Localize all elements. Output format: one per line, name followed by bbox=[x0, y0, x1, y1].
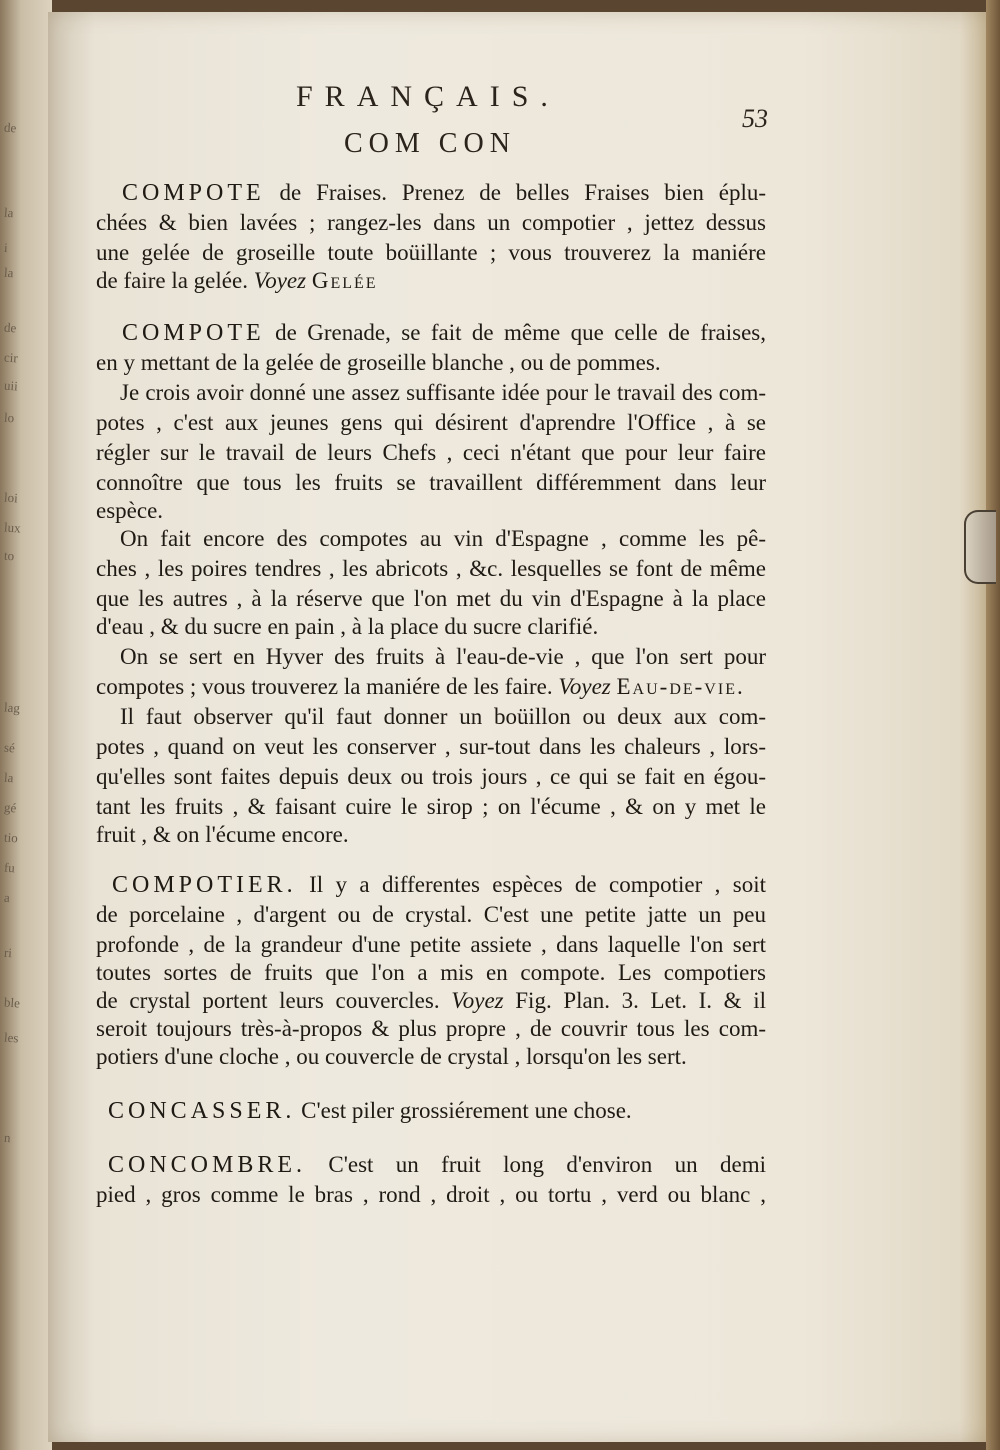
facing-page-fragment: la bbox=[3, 204, 14, 221]
facing-page-fragment: lux bbox=[3, 519, 22, 536]
text-line: espèce. bbox=[96, 498, 164, 523]
text-line: profonde , de la grandeur d'une petite assiete , dans laquelle l'on sert bbox=[96, 932, 766, 957]
facing-page-fragment: tio bbox=[3, 829, 19, 846]
text-line: CONCASSER. C'est piler grossiérement une chose. bbox=[108, 1098, 632, 1124]
text-line: COMPOTE de Grenade, se fait de même que celle de fraises, bbox=[122, 320, 766, 346]
cross-reference-target: Gelée bbox=[311, 268, 378, 293]
facing-page-fragment: a bbox=[3, 889, 11, 906]
facing-page-fragment: fu bbox=[3, 859, 16, 876]
text-line: Il faut observer qu'il faut donner un boüillon ou deux aux com- bbox=[120, 704, 766, 729]
text-line: potiers d'une cloche , ou couvercle de crystal , lorsqu'on les sert. bbox=[96, 1044, 687, 1069]
entry-headword: CONCASSER. bbox=[108, 1098, 296, 1124]
facing-page-fragment: i bbox=[3, 239, 9, 256]
page-number: 53 bbox=[742, 104, 768, 133]
entry-headword: CONCOMBRE. bbox=[108, 1152, 307, 1178]
text-line: d'eau , & du sucre en pain , à la place du sucre clarifié. bbox=[96, 614, 599, 639]
text-line: ches , les poires tendres , les abricots , &c. lesquelles se font de même bbox=[96, 556, 766, 581]
facing-page-fragment: sé bbox=[3, 739, 16, 756]
facing-page-fragment: n bbox=[3, 1129, 12, 1146]
facing-page-fragment: la bbox=[3, 769, 14, 786]
text-line: seroit toujours très-à-propos & plus propre , de couvrir tous les com- bbox=[96, 1016, 766, 1041]
text-line: de porcelaine , d'argent ou de crystal. C'est une petite jatte un peu bbox=[96, 902, 766, 927]
facing-page-fragment: de bbox=[3, 119, 17, 136]
text-line: connoître que tous les fruits se travaillent différemment dans leur bbox=[96, 470, 766, 495]
cross-reference: Voyez bbox=[253, 268, 307, 293]
entry-headword: COMPOTE bbox=[122, 320, 265, 346]
facing-page-fragment: de bbox=[3, 319, 17, 336]
facing-page-fragment: ri bbox=[3, 944, 13, 961]
text-line: On fait encore des compotes au vin d'Espagne , comme les pê- bbox=[120, 526, 766, 551]
text-line: régler sur le travail de leurs Chefs , ceci n'étant que pour leur faire bbox=[96, 440, 766, 465]
running-head: FRANÇAIS. bbox=[296, 80, 560, 113]
text-line: en y mettant de la gelée de groseille blanche , ou de pommes. bbox=[96, 350, 661, 375]
text-line: une gelée de groseille toute boüillante ; vous trouverez la maniére bbox=[96, 240, 766, 265]
facing-page-fragment: loi bbox=[3, 489, 19, 506]
text-line: Je crois avoir donné une assez suffisante idée pour le travail des com- bbox=[120, 380, 766, 405]
facing-page-fragment: cir bbox=[3, 349, 19, 366]
entry-headword: COMPOTIER. bbox=[112, 872, 297, 898]
text-line: de faire la gelée. Voyez Gelée bbox=[96, 268, 378, 293]
cross-reference: Voyez bbox=[451, 988, 504, 1013]
text-line: CONCOMBRE. C'est un fruit long d'environ un demi bbox=[108, 1152, 766, 1178]
text-line: pied , gros comme le bras , rond , droit , ou tortu , verd ou blanc , bbox=[96, 1182, 766, 1207]
facing-page-fragment: gé bbox=[3, 799, 17, 816]
text-line: que les autres , à la réserve que l'on met du vin d'Espagne à la place bbox=[96, 586, 766, 611]
guide-words: COM CON bbox=[344, 128, 516, 159]
text-line: tant les fruits , & faisant cuire le sirop ; on l'écume , & on y met le bbox=[96, 794, 766, 819]
text-line: de crystal portent leurs couvercles. Voyez Fig. Plan. 3. Let. I. & il bbox=[96, 988, 766, 1013]
text-line: chées & bien lavées ; rangez-les dans un compotier , jettez dessus bbox=[96, 210, 766, 235]
cross-reference: Voyez bbox=[558, 674, 611, 699]
facing-page-edge bbox=[0, 0, 52, 1450]
text-line: fruit , & on l'écume encore. bbox=[96, 822, 349, 847]
facing-page-fragment: ble bbox=[3, 994, 21, 1011]
facing-page-fragment: uii bbox=[3, 377, 19, 394]
facing-page-fragment: lag bbox=[3, 699, 21, 716]
entry-headword: COMPOTE bbox=[122, 180, 265, 206]
text-line: toutes sortes de fruits que l'on a mis en compote. Les compotiers bbox=[96, 960, 766, 985]
facing-page-fragment: lo bbox=[3, 409, 15, 426]
clasp-icon bbox=[964, 510, 996, 584]
text-line: COMPOTIER. Il y a differentes espèces de compotier , soit bbox=[112, 872, 766, 898]
text-line: compotes ; vous trouverez la maniére de les faire. Voyez Eau-de-vie. bbox=[96, 674, 745, 699]
text-line: COMPOTE de Fraises. Prenez de belles Fraises bien éplu- bbox=[122, 180, 766, 206]
text-line: qu'elles sont faites depuis deux ou trois jours , ce qui se fait en égou- bbox=[96, 764, 766, 789]
facing-page-fragment: les bbox=[3, 1029, 19, 1046]
book-fore-edge bbox=[986, 0, 1000, 1450]
cross-reference-target: Eau-de-vie. bbox=[616, 674, 745, 699]
facing-page-fragment: to bbox=[3, 547, 15, 564]
text-line: potes , c'est aux jeunes gens qui désirent d'aprendre l'Office , à se bbox=[96, 410, 766, 435]
text-line: potes , quand on veut les conserver , sur-tout dans les chaleurs , lors- bbox=[96, 734, 766, 759]
text-line: On se sert en Hyver des fruits à l'eau-de-vie , que l'on sert pour bbox=[120, 644, 766, 669]
facing-page-fragment: la bbox=[3, 264, 14, 281]
